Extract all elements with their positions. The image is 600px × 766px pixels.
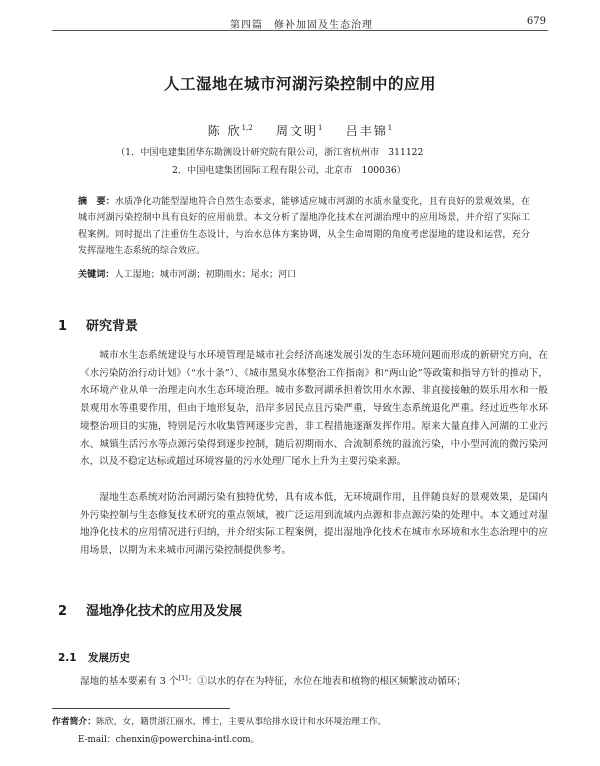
author-affil-mark: 1 [387, 124, 393, 132]
running-header [52, 18, 548, 31]
citation-ref[interactable]: [1] [178, 673, 188, 682]
author-affil-mark: 1,2 [241, 124, 253, 132]
email-label: E-mail： [78, 735, 116, 745]
footnote-text: 陈欣，女，籍贯浙江丽水，博士，主要从事给排水设计和水环境治理工作。 [96, 717, 387, 727]
body-text: ：①以水的存在为特征，水位在地表和植物的根区频繁波动循环； [187, 676, 466, 687]
body-text: 湿地的基本要素有 3 个 [80, 676, 179, 687]
abstract [78, 194, 530, 259]
email-address[interactable]: chenxin@powerchina-intl.com。 [115, 735, 260, 745]
author-name: 周文明 [276, 124, 319, 138]
subsection-heading [58, 650, 130, 665]
section-title: 湿地净化技术的应用及发展 [86, 604, 243, 619]
author-list [0, 122, 600, 139]
paper-title: 人工湿地在城市河湖污染控制中的应用 [163, 75, 436, 93]
keywords-text: 人工湿地；城市河湖；初期雨水；尾水；河口 [114, 270, 297, 280]
abstract-label: 摘 要： [78, 197, 115, 207]
body-line [80, 673, 550, 687]
running-title: 第四篇 修补加固及生态治理 [230, 20, 373, 31]
author-name: 吕丰锦 [345, 124, 388, 138]
author-email [78, 732, 259, 745]
affiliation-line: 2．中国电建集团国际工程有限公司，北京市 100036） [172, 165, 406, 176]
subsection-number: 2.1 [58, 652, 77, 664]
affiliation-line: （1．中国电建集团华东勘测设计研究院有限公司，浙江省杭州市 311122 [116, 147, 424, 158]
keywords-label: 关键词： [78, 270, 115, 280]
author-affil-mark: 1 [318, 124, 323, 132]
body-paragraph: 城市水生态系统建设与水环境管理是城市社会经济高速发展引发的生态环境问题而形成的新研究方向，在《水污染防治行动计划》（“水十条”）、《城市黑臭水体整治工作指南》和“两山论”等政策和指导方针的推动下，水环境产业从单一治理走向水生态环境治理。城市多数河湖承担着饮用水水源、非直接接触的娱乐用水和一般景观用水等重要作用，但由于地形复杂，沿岸多居民点且污染严重，导致生态系统退化严重。经过近些年水环境整治项目的实施，特别是污水收集管网逐步完善，非工程措施逐渐发挥作用。原来大量直排入河湖的工业污水、城镇生活污水等点源污染得到逐步控制，随后初期雨水、合流制系统的溢流污染，中小型河流的微污染河水，以及不稳定达标或超过环境容量的污水处理厂尾水上升为主要污染来源。 [80, 350, 548, 468]
abstract-text: 水质净化功能型湿地符合自然生态要求，能够适应城市河湖的水质水量变化，且有良好的景观效果，在城市河湖污染控制中具有良好的应用前景。本文分析了湿地净化技术在河湖治理中的应用场景，并介绍了实际工程案例。同时提出了注重仿生态设计，与治水总体方案协调，从全生命周期的角度考虑湿地的建设和运营，充分发挥湿地生态系统的综合效应。 [78, 197, 530, 256]
subsection-title: 发展历史 [88, 652, 130, 664]
section-heading-2 [58, 600, 242, 619]
author-name: 陈 欣 [207, 124, 242, 138]
page-number: 679 [526, 16, 546, 27]
section-heading-1 [58, 315, 138, 334]
author-footnote [52, 714, 386, 727]
footnote-label: 作者简介： [52, 717, 96, 727]
footnote-divider [52, 708, 230, 709]
section-number: 2 [58, 604, 68, 619]
keywords [78, 267, 530, 280]
section-number: 1 [58, 319, 68, 334]
body-paragraph: 湿地生态系统对防治河湖污染有独特优势，具有成本低，无环境副作用，且伴随良好的景观效果，是国内外污染控制与生态修复技术研究的重点领域，被广泛运用到流域内点源和非点源污染的处理中。本文通过对湿地净化技术的应用情况进行归纳，并介绍实际工程案例，提出湿地净化技术在城市水环境和水生态治理中的应用场景，以期为未来城市河湖污染控制提供参考。 [80, 492, 548, 557]
section-title: 研究背景 [86, 319, 139, 334]
